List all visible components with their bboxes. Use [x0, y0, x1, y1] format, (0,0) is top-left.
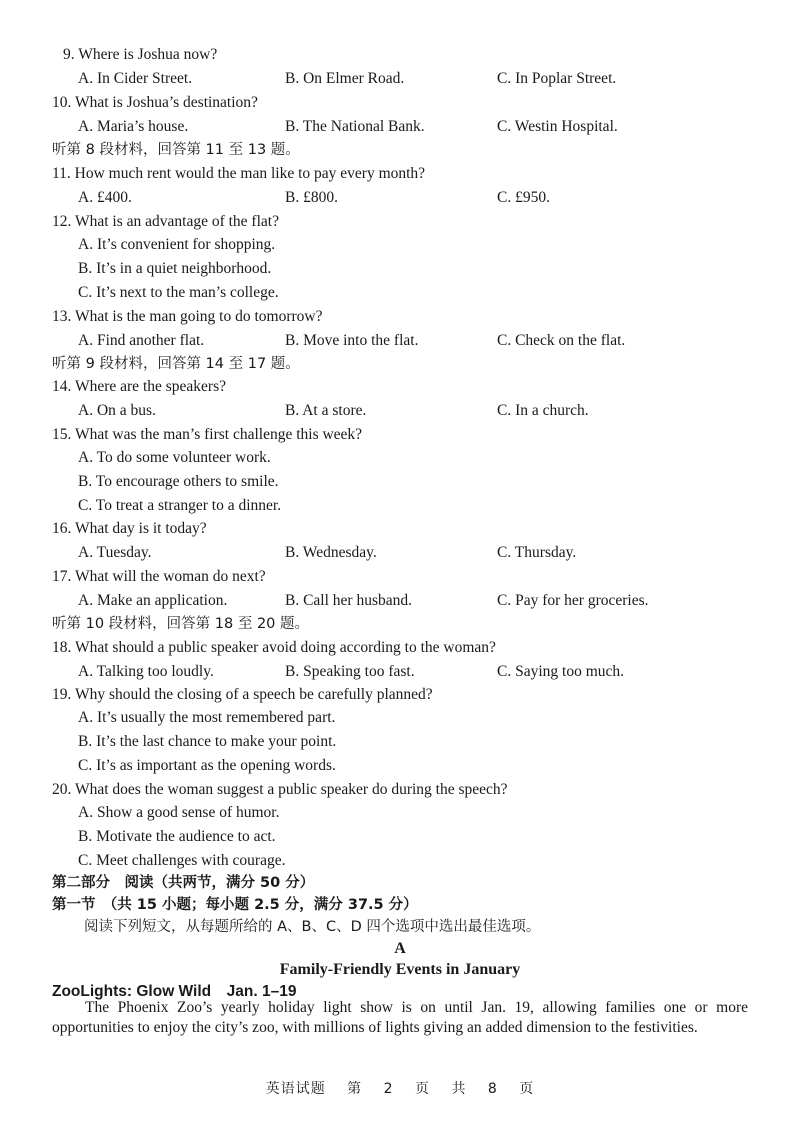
question-11-option-c: C. £950.: [497, 189, 550, 206]
question-9-option-a: A. In Cider Street.: [78, 70, 193, 87]
question-9-option-b: B. On Elmer Road.: [285, 70, 405, 87]
footer-subject: 英语试题: [265, 1081, 326, 1097]
question-12-stem: 12. What is an advantage of the flat?: [52, 213, 279, 230]
page-footer: [0, 1078, 800, 1098]
question-17-option-a: A. Make an application.: [78, 592, 228, 609]
question-16-option-a: A. Tuesday.: [78, 544, 152, 561]
passage-paragraph: The Phoenix Zoo’s yearly holiday light show is on until Jan. 19, allowing families one or more opportunities to enjoy the city’s zoo, with millions of lights giving an added dimension to the festivities.: [52, 999, 748, 1036]
part-2-heading: 第二部分 阅读（共两节，满分 50 分）: [52, 875, 315, 891]
question-11-stem: 11. How much rent would the man like to pay every month?: [52, 165, 426, 182]
listening-section-8-instruction: 听第 8 段材料，回答第 11 至 13 题。: [52, 142, 300, 158]
question-19-option-a: A. It’s usually the most remembered part.: [78, 709, 336, 726]
question-14-option-b: B. At a store.: [285, 402, 367, 419]
question-13-option-b: B. Move into the flat.: [285, 332, 419, 349]
question-15-stem: 15. What was the man’s first challenge this week?: [52, 426, 363, 443]
question-19-option-c: C. It’s as important as the opening words.: [78, 757, 336, 774]
question-16-option-c: C. Thursday.: [497, 544, 577, 561]
footer-page-label-2: 页: [415, 1081, 430, 1097]
question-15-option-c: C. To treat a stranger to a dinner.: [78, 497, 282, 514]
question-10-option-c: C. Westin Hospital.: [497, 118, 618, 135]
question-19-stem: 19. Why should the closing of a speech be carefully planned?: [52, 686, 433, 703]
question-18-option-b: B. Speaking too fast.: [285, 663, 415, 680]
listening-section-9-instruction: 听第 9 段材料，回答第 14 至 17 题。: [52, 356, 300, 372]
question-14-stem: 14. Where are the speakers?: [52, 378, 226, 395]
question-14-option-a: A. On a bus.: [78, 402, 156, 419]
question-9-stem: 9. Where is Joshua now?: [63, 46, 218, 63]
question-11-option-b: B. £800.: [285, 189, 338, 206]
question-15-option-b: B. To encourage others to smile.: [78, 473, 279, 490]
question-16-option-b: B. Wednesday.: [285, 544, 377, 561]
footer-total-pages: 8: [487, 1081, 498, 1097]
question-12-option-b: B. It’s in a quiet neighborhood.: [78, 260, 272, 277]
question-18-option-c: C. Saying too much.: [497, 663, 625, 680]
question-16-stem: 16. What day is it today?: [52, 520, 207, 537]
question-9-option-c: C. In Poplar Street.: [497, 70, 617, 87]
question-10-stem: 10. What is Joshua’s destination?: [52, 94, 258, 111]
question-12-option-a: A. It’s convenient for shopping.: [78, 236, 276, 253]
question-13-stem: 13. What is the man going to do tomorrow?: [52, 308, 323, 325]
footer-total-label-2: 页: [519, 1081, 535, 1097]
question-18-stem: 18. What should a public speaker avoid doing according to the woman?: [52, 639, 496, 656]
question-11-option-a: A. £400.: [78, 189, 132, 206]
question-19-option-b: B. It’s the last chance to make your point.: [78, 733, 337, 750]
passage-letter: A: [394, 940, 406, 957]
question-13-option-a: A. Find another flat.: [78, 332, 205, 349]
question-17-option-b: B. Call her husband.: [285, 592, 412, 609]
footer-page-label-1: 第: [347, 1081, 363, 1097]
question-10-option-b: B. The National Bank.: [285, 118, 425, 135]
question-10-option-a: A. Maria’s house.: [78, 118, 189, 135]
footer-page-number: 2: [383, 1081, 394, 1097]
question-13-option-c: C. Check on the flat.: [497, 332, 626, 349]
footer-total-label-1: 共: [451, 1081, 467, 1097]
question-17-stem: 17. What will the woman do next?: [52, 568, 266, 585]
question-18-option-a: A. Talking too loudly.: [78, 663, 214, 680]
question-20-option-b: B. Motivate the audience to act.: [78, 828, 276, 845]
question-14-option-c: C. In a church.: [497, 402, 589, 419]
section-1-heading: 第一节 （共 15 小题；每小题 2.5 分，满分 37.5 分）: [52, 897, 418, 913]
question-20-stem: 20. What does the woman suggest a public speaker do during the speech?: [52, 781, 508, 798]
question-12-option-c: C. It’s next to the man’s college.: [78, 284, 279, 301]
event-title: ZooLights: Glow Wild Jan. 1–19: [52, 983, 297, 1000]
reading-instruction: 阅读下列短文，从每题所给的 A、B、C、D 四个选项中选出最佳选项。: [84, 919, 541, 935]
question-15-option-a: A. To do some volunteer work.: [78, 449, 271, 466]
passage-title: Family-Friendly Events in January: [279, 961, 521, 978]
question-20-option-c: C. Meet challenges with courage.: [78, 852, 286, 869]
listening-section-10-instruction: 听第 10 段材料，回答第 18 至 20 题。: [52, 616, 310, 632]
question-17-option-c: C. Pay for her groceries.: [497, 592, 649, 609]
question-20-option-a: A. Show a good sense of humor.: [78, 804, 280, 821]
